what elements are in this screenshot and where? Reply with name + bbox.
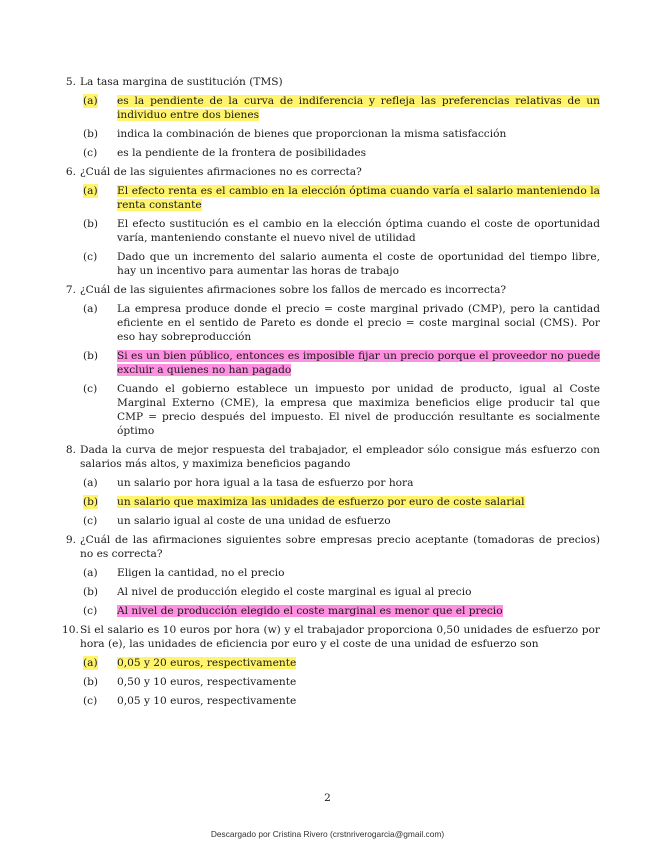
question-9 [62,533,600,618]
option-text: Si es un bien público, entonces es imposible fijar un precio porque el proveedor no puede excluir a quienes no han pagado [117,350,600,376]
option-text: Al nivel de producción elegido el coste marginal es menor que el precio [117,605,503,617]
option-b [80,127,600,141]
option-label: (c) [83,695,98,707]
question-number: 6. [65,166,76,178]
option-text: El efecto renta es el cambio en la elección óptima cuando varía el salario manteniendo la renta constante [117,185,600,211]
option-label: (a) [83,657,98,669]
option-c [80,250,600,278]
question-text: Dada la curva de mejor respuesta del trabajador, el empleador sólo consigue más esfuerzo con salarios más altos, y maximiza beneficios pagando [80,444,600,470]
option-label: (b) [83,218,99,230]
question-7 [62,283,600,438]
option-label: (c) [83,605,98,617]
option-c [80,146,600,160]
option-text: un salario por hora igual a la tasa de esfuerzo por hora [117,477,414,489]
question-number: 5. [65,76,76,88]
question-text: La tasa margina de sustitución (TMS) [80,76,283,88]
option-label: (b) [83,586,99,598]
option-b [80,217,600,245]
question-number: 9. [65,534,76,546]
option-c [80,694,600,708]
option-text: 0,50 y 10 euros, respectivamente [117,676,297,688]
option-text: Cuando el gobierno establece un impuesto por unidad de producto, igual al Coste Marginal Externo (CME), la empresa que maximiza beneficios elige producir tal que CMP = precio después del impuesto. El nivel de producción resultante es socialmente óptimo [117,383,600,437]
option-label: (b) [83,496,99,508]
option-text: 0,05 y 10 euros, respectivamente [117,695,297,707]
option-b [80,495,600,509]
question-list [62,75,600,713]
option-c [80,604,600,618]
option-a [80,184,600,212]
option-label: (a) [83,185,98,197]
question-text: ¿Cuál de las siguientes afirmaciones no es correcta? [80,166,362,178]
option-label: (a) [83,95,98,107]
option-text: Al nivel de producción elegido el coste marginal es igual al precio [117,586,472,598]
option-text: indica la combinación de bienes que proporcionan la misma satisfacción [117,128,507,140]
option-b [80,349,600,377]
option-text: es la pendiente de la curva de indiferencia y refleja las preferencias relativas de un individuo entre dos bienes [117,95,600,121]
option-text: 0,05 y 20 euros, respectivamente [117,657,297,669]
question-5 [62,75,600,160]
question-text: Si el salario es 10 euros por hora (w) y el trabajador proporciona 0,50 unidades de esfuerzo por hora (e), las unidades de eficiencia por euro y el coste de una unidad de esfuerzo son [80,624,600,650]
option-text: es la pendiente de la frontera de posibilidades [117,147,367,159]
question-number: 10. [62,624,79,636]
option-label: (c) [83,515,98,527]
option-label: (b) [83,676,99,688]
option-text: Eligen la cantidad, no el precio [117,567,285,579]
option-label: (c) [83,383,98,395]
question-8 [62,443,600,528]
option-b [80,585,600,599]
option-text: El efecto sustitución es el cambio en la elección óptima cuando el coste de oportunidad varía, manteniendo constante el nuevo nivel de utilidad [117,218,600,244]
page-number: 2 [324,792,331,804]
question-10 [62,623,600,708]
option-a [80,476,600,490]
option-a [80,566,600,580]
option-c [80,382,600,438]
question-text: ¿Cuál de las afirmaciones siguientes sobre empresas precio aceptante (tomadoras de precios) no es correcta? [80,534,600,560]
option-label: (a) [83,303,98,315]
option-b [80,675,600,689]
option-label: (a) [83,567,98,579]
option-a [80,94,600,122]
option-label: (c) [83,147,98,159]
option-label: (a) [83,477,98,489]
option-a [80,656,600,670]
question-text: ¿Cuál de las siguientes afirmaciones sobre los fallos de mercado es incorrecta? [80,284,507,296]
question-number: 8. [65,444,76,456]
option-label: (b) [83,350,99,362]
question-6 [62,165,600,278]
question-number: 7. [65,284,76,296]
option-text: un salario que maximiza las unidades de esfuerzo por euro de coste salarial [117,496,525,508]
option-a [80,302,600,344]
option-label: (c) [83,251,98,263]
option-text: un salario igual al coste de una unidad de esfuerzo [117,515,391,527]
option-text: La empresa produce donde el precio = coste marginal privado (CMP), pero la cantidad eficiente en el sentido de Pareto es donde el precio = coste marginal social (CMS). Por eso hay sobreproducción [117,303,600,343]
option-c [80,514,600,528]
download-footer: Descargado por Cristina Rivero (crstnriverogarcia@gmail.com) [210,829,445,839]
option-label: (b) [83,128,99,140]
option-text: Dado que un incremento del salario aumenta el coste de oportunidad del tiempo libre, hay un incentivo para aumentar las horas de trabajo [117,251,600,277]
